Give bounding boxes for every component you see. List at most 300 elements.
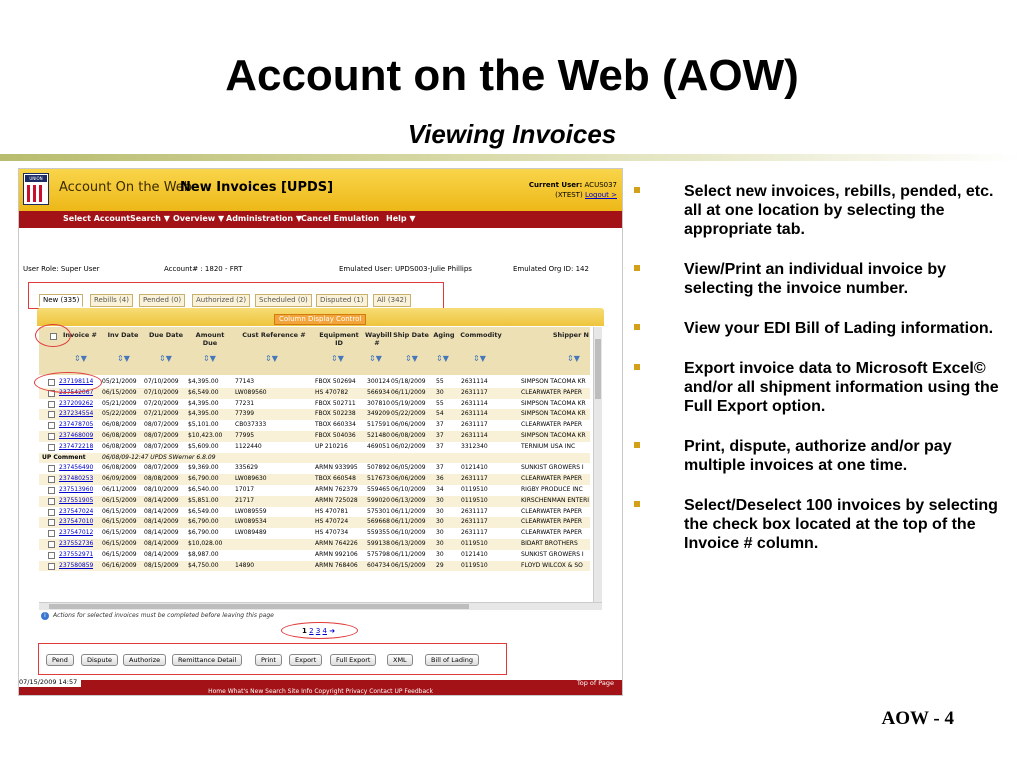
cell-amt: $5,101.00 — [188, 421, 219, 429]
actions-note: Actions for selected invoices must be completed before leaving this page — [53, 612, 274, 619]
cell-waybill: 604734 — [367, 561, 390, 569]
cell-shipper: CLEARWATER PAPER — [521, 388, 583, 396]
invoice-number-link[interactable]: 237551905 — [59, 496, 94, 504]
cell-waybill: 566934 — [367, 388, 390, 396]
cell-shipper: SIMPSON TACOMA KR — [521, 431, 586, 439]
cell-equip: HS 470781 — [315, 507, 349, 515]
dispute-button[interactable]: Dispute — [81, 654, 118, 666]
cell-shipper: SIMPSON TACOMA KR — [521, 399, 586, 407]
main-nav — [19, 211, 622, 228]
cell-comm: 2631117 — [461, 518, 488, 526]
invoice-number-link[interactable]: 237456490 — [59, 464, 94, 472]
cell-ship: 06/11/2009 — [391, 518, 426, 526]
table-row — [39, 420, 590, 431]
cell-aging: 36 — [436, 475, 444, 483]
cell-equip: ARMN 725028 — [315, 496, 358, 504]
current-user-label: Current User: — [528, 181, 583, 189]
cell-ship: 06/06/2009 — [391, 475, 426, 483]
scroll-thumb[interactable] — [49, 604, 469, 609]
bullet-text: View your EDI Bill of Lading information. — [684, 320, 994, 337]
next-page-arrow-icon[interactable]: ➜ — [329, 627, 336, 635]
cell-comm: 2631114 — [461, 410, 488, 418]
cell-aging: 29 — [436, 561, 444, 569]
cell-equip: HS 470782 — [315, 388, 349, 396]
cell-ship: 06/11/2009 — [391, 388, 426, 396]
row-checkbox[interactable] — [48, 530, 55, 537]
status-bar — [19, 680, 622, 687]
invoice-number-highlight — [34, 372, 102, 393]
cell-comm: 2631117 — [461, 529, 488, 537]
slide-title: Account on the Web (AOW) — [225, 51, 799, 100]
select-all-highlight — [35, 324, 71, 347]
cell-inv-date: 06/09/2009 — [102, 475, 137, 483]
scroll-thumb[interactable] — [595, 339, 601, 399]
cell-shipper: SUNKIST GROWERS I — [521, 550, 584, 558]
cell-ref: 335629 — [235, 464, 258, 472]
invoice-number-link[interactable]: 237552736 — [59, 539, 94, 547]
bullet-item — [630, 437, 1002, 475]
invoice-number-link[interactable]: 237547012 — [59, 529, 94, 537]
cell-aging: 30 — [436, 507, 444, 515]
col-shipper[interactable]: Shipper N — [552, 331, 589, 339]
cell-amt: $6,540.00 — [188, 485, 219, 493]
cell-amt: $4,395.00 — [188, 399, 219, 407]
tab-authorized[interactable]: Authorized (2) — [192, 294, 250, 307]
cell-inv-date: 06/15/2009 — [102, 518, 137, 526]
cell-ref: LW089559 — [235, 507, 267, 515]
page-link[interactable]: 2 — [309, 627, 314, 635]
cell-comm: 3312340 — [461, 442, 488, 450]
row-checkbox[interactable] — [48, 476, 55, 483]
row-checkbox[interactable] — [48, 487, 55, 494]
cell-waybill: 307810 — [367, 399, 390, 407]
invoice-number-link[interactable]: 237209262 — [59, 399, 94, 407]
cell-waybill: 575798 — [367, 550, 390, 558]
cell-shipper: FLOYD WILCOX & SO — [521, 561, 583, 569]
cell-waybill: 599138 — [367, 539, 390, 547]
row-checkbox[interactable] — [48, 498, 55, 505]
cell-amt: $6,790.00 — [188, 529, 219, 537]
pagination-highlight — [281, 622, 358, 639]
slide-footer-label: AOW - 4 — [881, 708, 954, 729]
table-row — [39, 388, 590, 399]
cell-equip: FBOX 502711 — [315, 399, 356, 407]
full-export-button[interactable]: Full Export — [330, 654, 376, 666]
col-invoice[interactable]: Invoice # — [63, 331, 97, 339]
cell-ship: 06/08/2009 — [391, 431, 426, 439]
invoice-number-link[interactable]: 237198114 — [59, 378, 94, 385]
tab-all[interactable]: All (342) — [373, 294, 411, 307]
cell-amt: $6,790.00 — [188, 475, 219, 483]
bullet-item — [630, 182, 1002, 239]
cell-inv-date: 06/08/2009 — [102, 421, 137, 429]
cell-waybill: 575301 — [367, 507, 390, 515]
cell-aging: 55 — [436, 399, 444, 407]
current-user-block — [529, 180, 617, 200]
grid-header — [39, 327, 590, 375]
cell-comm: 0119510 — [461, 539, 488, 547]
cell-waybill: 469051 — [367, 442, 390, 450]
cell-shipper: CLEARWATER PAPER — [521, 529, 583, 537]
logo-text: UNION — [25, 175, 47, 182]
cell-inv-date: 05/21/2009 — [102, 399, 137, 407]
cell-inv-date: 06/15/2009 — [102, 550, 137, 558]
account-number: Account# : 1820 - FRT — [164, 265, 243, 273]
invoice-number-link[interactable]: 237547010 — [59, 518, 94, 526]
cell-comm: 2631114 — [461, 378, 488, 385]
bullet-text: Select/Deselect 100 invoices by selecting the check box located at the top of the Invoice # column. — [684, 497, 998, 552]
cell-due: 08/07/2009 — [144, 464, 179, 472]
cell-inv-date: 06/15/2009 — [102, 529, 137, 537]
export-button[interactable]: Export — [289, 654, 322, 666]
cell-waybill: 599020 — [367, 496, 390, 504]
col-waybill[interactable]: Waybill # — [365, 331, 392, 347]
page-link-current[interactable]: 1 — [302, 627, 307, 635]
cell-ref: 21717 — [235, 496, 255, 504]
cell-inv-date: 06/08/2009 — [102, 442, 137, 450]
cell-aging: 55 — [436, 378, 444, 385]
table-row — [39, 528, 590, 539]
sort-filter-icon[interactable]: ⇕▼ — [436, 354, 449, 363]
cell-inv-date: 06/08/2009 — [102, 464, 137, 472]
cell-ref: 77995 — [235, 431, 255, 439]
invoice-number-link[interactable]: 237552971 — [59, 550, 94, 558]
cell-equip: UP 210216 — [315, 442, 348, 450]
invoice-grid — [39, 327, 590, 602]
cell-ship: 06/10/2009 — [391, 485, 426, 493]
cell-shipper: CLEARWATER PAPER — [521, 475, 583, 483]
cell-amt: $4,395.00 — [188, 378, 219, 385]
row-checkbox[interactable] — [48, 411, 55, 418]
cell-amt: $4,395.00 — [188, 410, 219, 418]
cell-aging: 30 — [436, 550, 444, 558]
tab-pended[interactable]: Pended (0) — [139, 294, 185, 307]
emulated-org: Emulated Org ID: 142 — [513, 265, 589, 273]
cell-ship: 06/10/2009 — [391, 529, 426, 537]
invoice-number-link[interactable]: 237468009 — [59, 431, 94, 439]
cell-equip: HS 470734 — [315, 529, 349, 537]
cell-comm: 2631114 — [461, 399, 488, 407]
cell-ref: 77399 — [235, 410, 255, 418]
cell-amt: $9,369.00 — [188, 464, 219, 472]
sort-filter-icon[interactable]: ⇕▼ — [567, 354, 580, 363]
cell-inv-date: 06/11/2009 — [102, 485, 137, 493]
cell-due: 08/10/2009 — [144, 485, 179, 493]
cell-waybill: 517673 — [367, 475, 390, 483]
cell-ship: 06/11/2009 — [391, 507, 426, 515]
table-row — [39, 474, 590, 485]
cell-ref: 17017 — [235, 485, 255, 493]
col-cust-reference[interactable]: Cust Reference # — [242, 331, 306, 339]
cell-comm: 0121410 — [461, 464, 488, 472]
cell-amt: $6,549.00 — [188, 507, 219, 515]
sort-filter-icon[interactable]: ⇕▼ — [265, 354, 278, 363]
cell-due: 07/20/2009 — [144, 399, 179, 407]
union-pacific-logo[interactable] — [23, 173, 49, 205]
cell-due: 08/14/2009 — [144, 550, 179, 558]
col-commodity[interactable]: Commodity — [460, 331, 502, 339]
bullet-marker-icon — [634, 187, 640, 193]
cell-shipper: SIMPSON TACOMA KR — [521, 410, 586, 418]
cell-shipper: BIDART BROTHERS — [521, 539, 578, 547]
table-row — [39, 517, 590, 528]
cell-comm: 2631117 — [461, 388, 488, 396]
row-checkbox[interactable] — [48, 465, 55, 472]
app-name: Account On the Web — [59, 180, 193, 195]
comment-text: 06/08/09-12:47 UPDS SWerner 6.8.09 — [102, 453, 216, 461]
cell-due: 08/07/2009 — [144, 431, 179, 439]
cell-inv-date: 06/15/2009 — [102, 539, 137, 547]
environment-label: (XTEST) — [555, 191, 583, 199]
table-row — [39, 539, 590, 550]
cell-equip: ARMN 768406 — [315, 561, 358, 569]
col-ship-date[interactable]: Ship Date — [393, 331, 429, 339]
col-aging[interactable]: Aging — [433, 331, 455, 339]
current-user-id: ACUS037 — [584, 181, 617, 189]
cell-equip: FBOX 502238 — [315, 410, 356, 418]
cell-ref: 77231 — [235, 399, 255, 407]
cell-due: 08/07/2009 — [144, 421, 179, 429]
nav-search[interactable]: Search ▼ — [130, 214, 170, 223]
cell-comm: 0119510 — [461, 561, 488, 569]
cell-comm: 0119510 — [461, 496, 488, 504]
cell-ref: LW089560 — [235, 388, 267, 396]
tab-rebills[interactable]: Rebills (4) — [90, 294, 133, 307]
bullet-item — [630, 260, 1002, 298]
cell-due: 08/15/2009 — [144, 561, 179, 569]
cell-aging: 30 — [436, 518, 444, 526]
cell-aging: 37 — [436, 421, 444, 429]
sort-filter-icon[interactable]: ⇕▼ — [117, 354, 130, 363]
sort-filter-icon[interactable]: ⇕▼ — [159, 354, 172, 363]
table-row — [39, 496, 590, 507]
invoice-number-link[interactable]: 237234554 — [59, 410, 94, 418]
bullet-item — [630, 496, 1002, 553]
row-checkbox[interactable] — [48, 519, 55, 526]
cell-aging: 30 — [436, 529, 444, 537]
grid-body — [39, 377, 590, 571]
table-row — [39, 561, 590, 572]
cell-ship: 06/05/2009 — [391, 464, 426, 472]
invoice-number-link[interactable]: 237480253 — [59, 475, 94, 483]
tab-disputed[interactable]: Disputed (1) — [316, 294, 368, 307]
page-link[interactable]: 3 — [315, 627, 321, 635]
vertical-scrollbar[interactable] — [593, 327, 602, 602]
col-inv-date[interactable]: Inv Date — [107, 331, 139, 339]
sort-filter-icon[interactable]: ⇕▼ — [203, 354, 216, 363]
top-of-page-link[interactable]: Top of Page — [576, 679, 614, 687]
col-amount-due[interactable]: Amount Due — [195, 331, 225, 347]
bullet-text: Print, dispute, authorize and/or pay multiple invoices at one time. — [684, 438, 952, 474]
print-button[interactable]: Print — [255, 654, 282, 666]
bullet-item — [630, 319, 1002, 338]
bullet-marker-icon — [634, 442, 640, 448]
cell-amt: $10,423.00 — [188, 431, 223, 439]
cell-inv-date: 06/15/2009 — [102, 496, 137, 504]
row-checkbox[interactable] — [48, 401, 55, 408]
row-checkbox[interactable] — [48, 563, 55, 570]
row-checkbox[interactable] — [48, 433, 55, 440]
horizontal-scrollbar[interactable] — [39, 602, 602, 610]
user-role: User Role: Super User — [23, 265, 100, 273]
invoice-number-link[interactable]: 237547024 — [59, 507, 94, 515]
tab-scheduled[interactable]: Scheduled (0) — [255, 294, 312, 307]
nav-overview[interactable]: Overview ▼ — [173, 214, 225, 223]
cell-amt: $4,750.00 — [188, 561, 219, 569]
table-row — [39, 463, 590, 474]
cell-ship: 06/13/2009 — [391, 539, 426, 547]
bullet-text: Export invoice data to Microsoft Excel© and/or all shipment information using the Full Export option. — [684, 360, 999, 415]
nav-help[interactable]: Help ▼ — [386, 214, 416, 223]
cell-waybill: 300124 — [367, 378, 390, 385]
info-icon: i — [41, 612, 49, 620]
cell-due: 07/10/2009 — [144, 378, 179, 385]
timestamp: 07/15/2009 14:57 — [19, 678, 81, 687]
cell-equip: FBOX 502694 — [315, 378, 356, 385]
cell-due: 08/14/2009 — [144, 507, 179, 515]
cell-due: 08/07/2009 — [144, 442, 179, 450]
cell-equip: ARMN 933995 — [315, 464, 358, 472]
bullet-item — [630, 359, 1002, 416]
app-header — [19, 169, 622, 211]
cell-equip: FBOX 504036 — [315, 431, 356, 439]
cell-waybill: 521480 — [367, 431, 390, 439]
cell-shipper: CLEARWATER PAPER — [521, 507, 583, 515]
pend-button[interactable]: Pend — [46, 654, 74, 666]
cell-shipper: SIMPSON TACOMA KR — [521, 378, 586, 385]
cell-aging: 37 — [436, 431, 444, 439]
cell-due: 08/14/2009 — [144, 539, 179, 547]
slide-subtitle: Viewing Invoices — [407, 119, 617, 149]
page-link[interactable]: 4 — [322, 627, 327, 635]
title-divider — [0, 154, 1024, 161]
remittance-detail-button[interactable]: Remittance Detail — [172, 654, 242, 666]
table-row — [39, 431, 590, 442]
table-row — [39, 377, 590, 388]
cell-comm: 2631117 — [461, 475, 488, 483]
cell-equip: ARMN 764226 — [315, 539, 358, 547]
logout-link[interactable]: Logout > — [584, 191, 617, 199]
cell-ref: CB037333 — [235, 421, 267, 429]
invoice-number-link[interactable]: 237472218 — [59, 442, 94, 450]
cell-shipper: RIGBY PRODUCE INC — [521, 485, 583, 493]
table-row — [39, 409, 590, 420]
table-row — [39, 485, 590, 496]
cell-amt: $8,987.00 — [188, 550, 219, 558]
cell-due: 07/10/2009 — [144, 388, 179, 396]
cell-due: 08/14/2009 — [144, 496, 179, 504]
bullet-list — [630, 182, 1002, 574]
page-title: New Invoices [UPDS] — [180, 180, 334, 195]
cell-aging: 37 — [436, 442, 444, 450]
footer-nav[interactable]: Home What's New Search Site Info Copyright Privacy Contact UP Feedback — [19, 687, 622, 696]
shield-icon — [27, 185, 45, 202]
sort-filter-icon[interactable]: ⇕▼ — [473, 354, 486, 363]
row-checkbox[interactable] — [48, 541, 55, 548]
authorize-button[interactable]: Authorize — [123, 654, 166, 666]
row-checkbox[interactable] — [48, 422, 55, 429]
sort-filter-icon[interactable]: ⇕▼ — [331, 354, 344, 363]
nav-select-account[interactable]: Select Account — [63, 214, 131, 223]
tab-new[interactable]: New (335) — [39, 294, 83, 307]
cell-waybill: 517591 — [367, 421, 390, 429]
cell-ship: 06/06/2009 — [391, 421, 426, 429]
invoice-number-link[interactable]: 237478705 — [59, 421, 94, 429]
column-display-control-button[interactable]: Column Display Control — [274, 314, 366, 325]
invoice-number-link[interactable]: 237580859 — [59, 561, 94, 569]
cell-inv-date: 05/21/2009 — [102, 378, 137, 385]
cell-ship: 06/11/2009 — [391, 550, 426, 558]
cell-aging: 37 — [436, 464, 444, 472]
cell-waybill: 569668 — [367, 518, 390, 526]
cell-aging: 30 — [436, 496, 444, 504]
cell-comm: 0119510 — [461, 485, 488, 493]
comment-row — [39, 453, 590, 464]
cell-shipper: SUNKIST GROWERS I — [521, 464, 584, 472]
sort-filter-icon[interactable]: ⇕▼ — [74, 354, 87, 363]
cell-ship: 05/18/2009 — [391, 378, 426, 385]
bullet-marker-icon — [634, 501, 640, 507]
table-row — [39, 550, 590, 561]
xml-button[interactable]: XML — [387, 654, 413, 666]
cell-ref: 77143 — [235, 378, 255, 385]
cell-ref: LW089534 — [235, 518, 267, 526]
invoice-number-link[interactable]: 237513960 — [59, 485, 94, 493]
bill-of-lading-button[interactable]: Bill of Lading — [425, 654, 479, 666]
cell-waybill: 507892 — [367, 464, 390, 472]
cell-comm: 2631114 — [461, 431, 488, 439]
cell-equip: ARMN 762379 — [315, 485, 358, 493]
cell-equip: TBOX 660548 — [315, 475, 356, 483]
bullet-marker-icon — [634, 364, 640, 370]
cell-due: 08/14/2009 — [144, 529, 179, 537]
cell-aging: 34 — [436, 485, 444, 493]
aow-screenshot — [18, 168, 623, 696]
col-equipment-id[interactable]: Equipment ID — [319, 331, 359, 347]
sort-filter-icon[interactable]: ⇕▼ — [405, 354, 418, 363]
cell-ship: 05/22/2009 — [391, 410, 426, 418]
cell-aging: 30 — [436, 539, 444, 547]
cell-aging: 30 — [436, 388, 444, 396]
cell-due: 08/14/2009 — [144, 518, 179, 526]
cell-aging: 54 — [436, 410, 444, 418]
col-due-date[interactable]: Due Date — [149, 331, 183, 339]
bullet-marker-icon — [634, 265, 640, 271]
emulated-user: Emulated User: UPDS003-Julie Phillips — [339, 265, 472, 273]
row-checkbox[interactable] — [48, 509, 55, 516]
invoice-number-link[interactable]: 237542067 — [59, 388, 94, 396]
cell-inv-date: 06/08/2009 — [102, 431, 137, 439]
sort-filter-icon[interactable]: ⇕▼ — [369, 354, 382, 363]
row-checkbox[interactable] — [48, 444, 55, 451]
cell-inv-date: 06/15/2009 — [102, 388, 137, 396]
nav-cancel-emulation[interactable]: Cancel Emulation — [301, 214, 380, 223]
bullet-text: Select new invoices, rebills, pended, etc. all at one location by selecting the appropriate tab. — [684, 183, 994, 238]
bullet-marker-icon — [634, 324, 640, 330]
cell-inv-date: 06/16/2009 — [102, 561, 137, 569]
row-checkbox[interactable] — [48, 552, 55, 559]
cell-comm: 2631117 — [461, 507, 488, 515]
cell-ship: 06/15/2009 — [391, 561, 426, 569]
cell-comm: 2631117 — [461, 421, 488, 429]
cell-ref: LW089630 — [235, 475, 267, 483]
nav-administration[interactable]: Administration ▼ — [226, 214, 303, 223]
cell-amt: $6,549.00 — [188, 388, 219, 396]
cell-ship: 05/19/2009 — [391, 399, 426, 407]
cell-amt: $5,851.00 — [188, 496, 219, 504]
comment-label: UP Comment — [42, 453, 86, 461]
table-row — [39, 442, 590, 453]
